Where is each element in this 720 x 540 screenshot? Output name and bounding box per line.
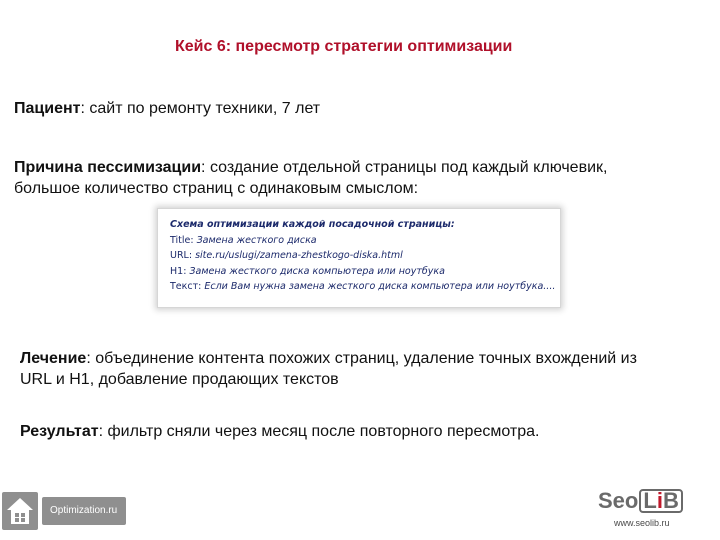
scheme-title: Схема оптимизации каждой посадочной страницы: bbox=[170, 219, 455, 230]
optimization-scheme-screenshot bbox=[157, 208, 561, 308]
optimization-ru-label: Optimization.ru bbox=[42, 497, 126, 525]
cause-label: Причина пессимизации bbox=[14, 159, 202, 176]
scheme-row: URL: site.ru/uslugi/zamena-zhestkogo-diska.html bbox=[170, 250, 403, 261]
scheme-row: Title: Замена жесткого диска bbox=[170, 234, 317, 246]
cause-paragraph bbox=[14, 157, 654, 199]
cause-text: : создание отдельной страницы под каждый ключевик, большое количество страниц с одинаковым смыслом: bbox=[14, 159, 608, 197]
result-label: Результат bbox=[20, 423, 99, 440]
treatment-label: Лечение bbox=[20, 350, 87, 367]
scheme-row: H1: Замена жесткого диска компьютера или ноутбука bbox=[170, 265, 445, 277]
result-paragraph bbox=[20, 421, 660, 442]
seolib-logo-block[interactable] bbox=[598, 488, 710, 534]
treatment-text: : объединение контента похожих страниц, удаление точных вхождений из URL и H1, добавление продающих текстов bbox=[20, 350, 637, 388]
patient-text: : сайт по ремонту техники, 7 лет bbox=[80, 100, 321, 117]
optimization-ru-badge[interactable] bbox=[0, 490, 126, 532]
seolib-logo bbox=[598, 488, 710, 514]
house-icon bbox=[2, 492, 38, 530]
logo-lib: LiB bbox=[639, 489, 682, 513]
page-title: Кейс 6: пересмотр стратегии оптимизации bbox=[175, 38, 513, 55]
scheme-row: Текст: Если Вам нужна замена жесткого диска компьютера или ноутбука.... bbox=[170, 281, 556, 292]
result-text: : фильтр сняли через месяц после повторного пересмотра. bbox=[98, 423, 540, 440]
treatment-paragraph bbox=[20, 348, 660, 390]
patient-paragraph bbox=[14, 98, 654, 119]
site-url[interactable]: www.seolib.ru bbox=[614, 518, 670, 528]
patient-label: Пациент bbox=[14, 100, 81, 117]
logo-seo: Seo bbox=[598, 488, 639, 513]
